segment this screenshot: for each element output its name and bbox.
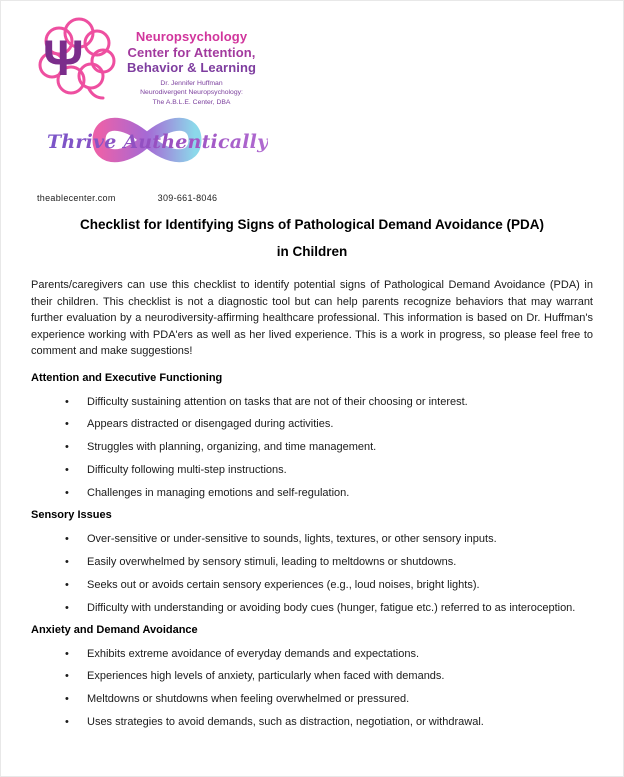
checklist-item-text: Meltdowns or shutdowns when feeling overwhelmed or pressured. [87, 693, 410, 706]
checklist-item-text: Struggles with planning, organizing, and time management. [87, 441, 377, 454]
intro-paragraph: Parents/caregivers can use this checklist to identify potential signs of Pathological Demand Avoidance (PDA) in their children. This checklist is not a diagnostic tool but can help parents recognize behaviors that may warrant further evaluation by a neurodiversity-affirming healthcare professional. This information is based on Dr. Huffman's experience working with PDA'ers as well as her lived experience. This is a work in progress, so please feel free to comment and make suggestions! [31, 279, 593, 357]
checklist-item [65, 578, 593, 593]
phone-text: 309-661-8046 [157, 193, 218, 203]
section-anxiety-demand-avoidance [31, 624, 593, 731]
org-text-block [127, 13, 256, 107]
bullet-icon: • [65, 578, 69, 591]
checklist-item [65, 669, 593, 684]
section-sensory-issues [31, 509, 593, 616]
document-body [1, 217, 623, 731]
tagline-block [29, 103, 269, 179]
bullet-list [31, 647, 593, 731]
checklist-item-text: Challenges in managing emotions and self-regulation. [87, 487, 350, 500]
title-line-1: Checklist for Identifying Signs of Pathological Demand Avoidance (PDA) [79, 217, 545, 232]
checklist-item [65, 486, 593, 501]
checklist-item-text: Over-sensitive or under-sensitive to sounds, lights, textures, or other sensory inputs. [87, 532, 497, 545]
section-attention-executive-functioning [31, 372, 593, 502]
checklist-item [65, 647, 593, 662]
checklist-item-text: Easily overwhelmed by sensory stimuli, leading to meltdowns or shutdowns. [87, 555, 457, 568]
section-heading: Attention and Executive Functioning [31, 371, 223, 384]
org-name-line: Behavior & Learning [127, 60, 257, 76]
org-subtitle-line: Neurodivergent Neuropsychology: [140, 89, 243, 97]
bullet-icon: • [65, 647, 69, 660]
checklist-item-text: Seeks out or avoids certain sensory experiences (e.g., loud noises, bright lights). [87, 578, 480, 591]
checklist-item-text: Difficulty with understanding or avoiding body cues (hunger, fatigue etc.) referred to as interoception. [87, 601, 576, 614]
title-line-2: in Children [276, 244, 348, 259]
org-subtitle-line: Dr. Jennifer Huffman [160, 79, 223, 87]
org-name [127, 29, 256, 76]
contact-row [37, 193, 217, 203]
document-title [31, 217, 593, 259]
bullet-icon: • [65, 670, 69, 683]
brain-psi-logo-icon [27, 13, 125, 109]
bullet-icon: • [65, 441, 69, 454]
bullet-icon: • [65, 487, 69, 500]
checklist-item [65, 555, 593, 570]
org-name-line: Center for Attention, [127, 44, 256, 60]
checklist-item-text: Difficulty following multi-step instructions. [87, 464, 287, 477]
psi-icon: Ψ [43, 30, 84, 86]
checklist-item [65, 601, 593, 616]
section-heading: Anxiety and Demand Avoidance [31, 623, 198, 636]
section-heading: Sensory Issues [31, 508, 112, 521]
checklist-item [65, 463, 593, 478]
org-logo [27, 13, 256, 109]
checklist-item [65, 395, 593, 410]
bullet-icon: • [65, 601, 69, 614]
bullet-icon: • [65, 555, 69, 568]
checklist-item [65, 692, 593, 707]
checklist-item-text: Uses strategies to avoid demands, such as distraction, negotiation, or withdrawal. [87, 716, 484, 729]
checklist-item-text: Exhibits extreme avoidance of everyday demands and expectations. [87, 647, 420, 660]
letterhead [1, 1, 623, 209]
bullet-list [31, 532, 593, 616]
checklist-item-text: Difficulty sustaining attention on tasks that are not of their choosing or interest. [87, 395, 468, 408]
bullet-icon: • [65, 532, 69, 545]
checklist-item-text: Appears distracted or disengaged during activities. [87, 418, 334, 431]
tagline-text: Thrive Authentically [47, 131, 269, 153]
bullet-icon: • [65, 418, 69, 431]
checklist-item [65, 532, 593, 547]
checklist-item [65, 715, 593, 730]
checklist-item-text: Experiences high levels of anxiety, particularly when faced with demands. [87, 670, 445, 683]
bullet-icon: • [65, 716, 69, 729]
bullet-icon: • [65, 395, 69, 408]
website-text: theablecenter.com [37, 193, 116, 203]
org-name-line: Neuropsychology [135, 29, 248, 44]
bullet-icon: • [65, 693, 69, 706]
bullet-icon: • [65, 464, 69, 477]
bullet-list [31, 395, 593, 502]
org-subtitle-line: The A.B.L.E. Center, DBA [152, 98, 231, 106]
checklist-item [65, 417, 593, 432]
checklist-item [65, 440, 593, 455]
